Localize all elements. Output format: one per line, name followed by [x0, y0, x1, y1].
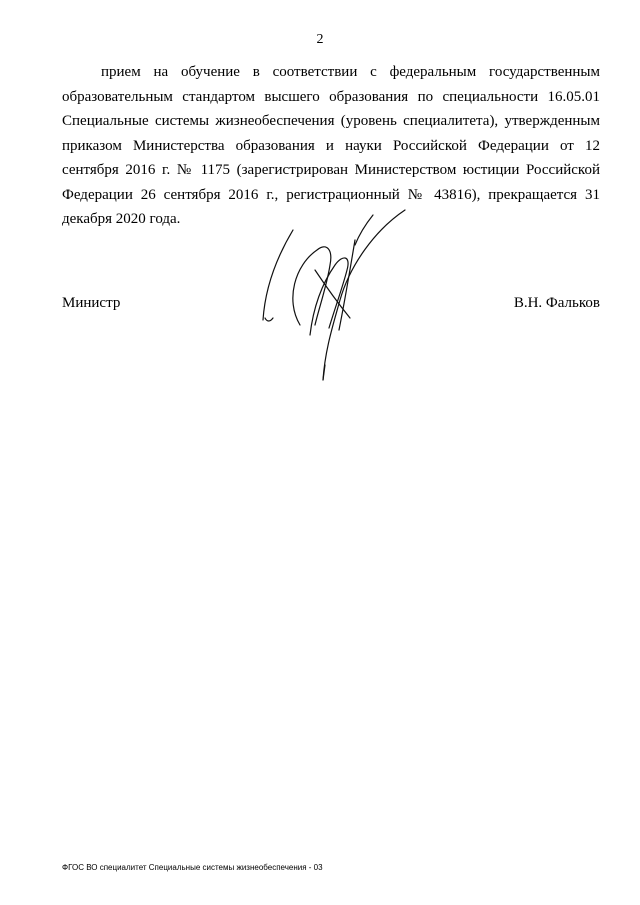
signatory-name: В.Н. Фальков	[513, 295, 600, 311]
page-number: 2	[316, 32, 324, 47]
document-footer: ФГОС ВО специалитет Специальные системы жизнеобеспечения - 03	[62, 863, 323, 872]
body-paragraph: прием на обучение в соответствии с федеральным государственным образовательным стандартом высшего образования по специальности 16.05.01 Специальные системы жизнеобеспечения (уровень специалитета), утвержденным приказом Министерства образования и науки Российской Федерации от 12 сентября 2016 г. № 1175 (зарегистрирован Министерством юстиции Российской Федерации 26 сентября 2016 г., регистрационный № 43816), прекращается 31 декабря 2020 года.	[62, 64, 600, 227]
signatory-title: Министр	[62, 295, 121, 311]
handwritten-signature	[255, 190, 415, 390]
